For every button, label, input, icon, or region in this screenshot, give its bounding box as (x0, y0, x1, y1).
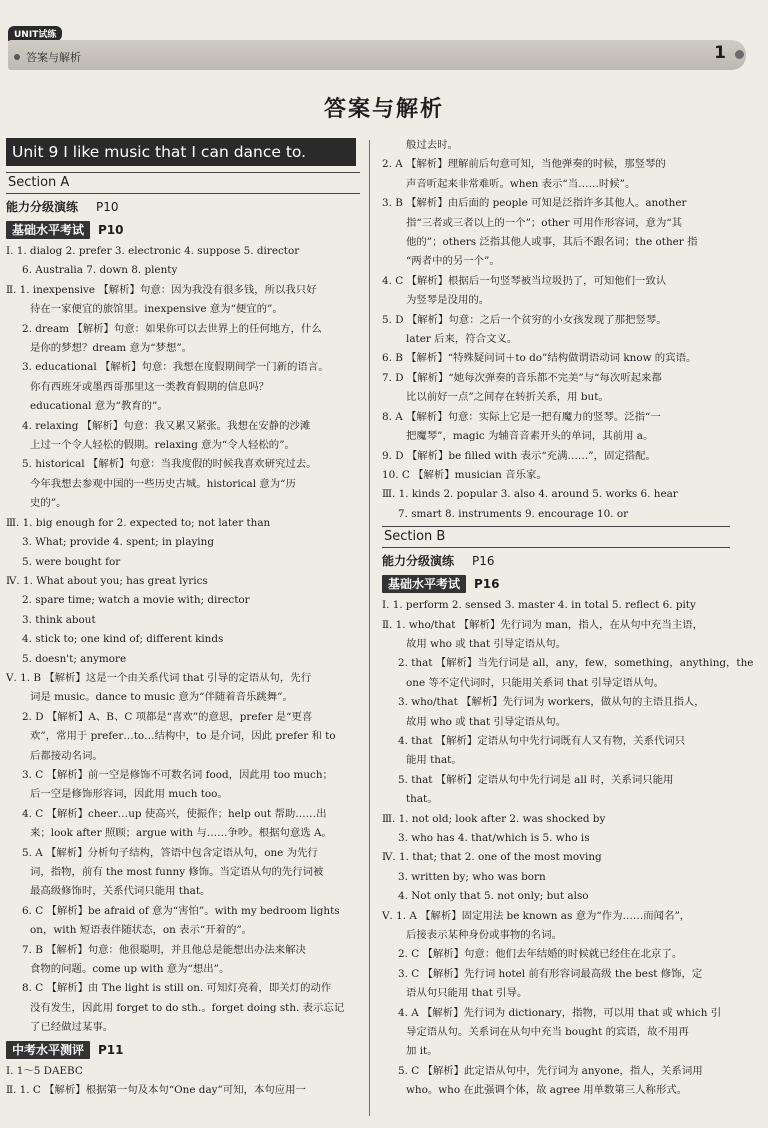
answer-line: 比以前好一点”之间存在转折关系，用 but。 (406, 391, 609, 404)
answer-line: 2. dream 【解析】句意：如果你可以去世界上的任何地方，什么 (22, 322, 322, 335)
answer-line: 导定语从句。关系词在从句中充当 bought 的宾语，故不用再 (406, 1026, 689, 1039)
answer-line: 了已经做过某事。 (30, 1021, 114, 1034)
answer-line: 3. think about (22, 613, 96, 626)
answer-line: that。 (406, 793, 438, 806)
answer-line: 今年我想去参观中国的一些历史古城。historical 意为“历 (30, 477, 296, 490)
section-heading-b: Section B (382, 526, 730, 548)
answer-line: 2. spare time; watch a movie with; director (22, 594, 250, 607)
section-heading-a: Section A (6, 172, 360, 194)
answer-line: on，with 短语表伴随状态，on 表示“开着的”。 (30, 924, 253, 937)
badge-row-basic-b (382, 573, 730, 595)
answer-line: 4. stick to; one kind of; different kinds (22, 633, 224, 646)
answer-line: 般过去时。 (406, 139, 458, 151)
answer-line: 把魔琴”，magic 为辅音音素开头的单词，其前用 a。 (406, 430, 654, 443)
answer-line: 后都接动名词。 (30, 749, 103, 762)
header-label-wrap (14, 49, 81, 65)
answer-line: 你有西班牙或墨西哥那里这一类教育假期的信息吗？ (30, 380, 269, 393)
badge-basic-page: P10 (98, 223, 124, 237)
answer-line: Ⅴ. 1. A 【解析】固定用法 be known as 意为“作为……而闻名”， (382, 909, 691, 922)
answer-line: Ⅲ. 1. not old; look after 2. was shocked by (382, 812, 606, 825)
level-heading-b (382, 551, 730, 572)
level-label-b: 能力分级演练 (382, 554, 455, 569)
answer-line: 为竖琴是没用的。 (406, 294, 490, 307)
answer-line: Ⅲ. 1. big enough for 2. expected to; not later than (6, 516, 271, 529)
answer-line: 7. smart 8. instruments 9. encourage 10. or (398, 507, 629, 520)
answer-line: Ⅴ. 1. B 【解析】这是一个由关系代词 that 引导的定语从句，先行 (6, 671, 312, 684)
answer-line: 词是 music。dance to music 意为“伴随着音乐跳舞”。 (30, 691, 293, 704)
answer-line: 5. that 【解析】定语从句中先行词是 all 时，关系词只能用 (398, 773, 674, 786)
right-column (382, 136, 754, 1101)
answer-line: 语从句只能用 that 引导。 (406, 987, 528, 1000)
answer-line: 3. What; provide 4. spent; in playing (22, 536, 214, 549)
answer-line: educational 意为“教育的”。 (30, 400, 168, 413)
badge-row-exam (6, 1039, 360, 1061)
answer-line: 2. that 【解析】当先行词是 all，any，few，something，anything，the (398, 657, 754, 670)
answer-line: 7. D 【解析】“她每次弹奏的音乐都不完美”与“每次听起来都 (382, 371, 662, 384)
answer-line: 8. A 【解析】句意：实际上它是一把有魔力的竖琴。泛指“一 (382, 410, 661, 423)
answer-line: 4. that 【解析】定语从句中先行词既有人又有物，关系代词只 (398, 734, 686, 747)
page-title: 答案与解析 (323, 97, 444, 122)
answer-line: Ⅳ. 1. What about you; has great lyrics (6, 574, 208, 587)
brand-logo: UNIT试练 (8, 26, 62, 41)
answer-line: 食物的问题。come up with 意为“想出”。 (30, 963, 230, 976)
answer-line: 5. historical 【解析】句意：当我度假的时候我喜欢研究过去。 (22, 458, 317, 471)
answer-line: 欢”，常用于 prefer…to…结构中，to 是介词，因此 prefer 和 to (30, 730, 336, 743)
answer-line: 故用 who 或 that 引导定语从句。 (406, 637, 567, 650)
answer-line: Ⅰ. 1～5 DAEBC (6, 1064, 83, 1077)
answer-list-left-1 (6, 242, 360, 1038)
badge-row-basic (6, 219, 360, 241)
answer-line: 4. Not only that 5. not only; but also (398, 890, 589, 903)
level-page: P10 (96, 200, 119, 214)
column-divider (369, 140, 370, 1116)
answer-line: 3. C 【解析】前一空是修饰不可数名词 food，因此用 too much； (22, 768, 333, 781)
answer-line: 2. D 【解析】A、B、C 项都是“喜欢”的意思，prefer 是“更喜 (22, 710, 313, 723)
answer-line: 词，指物，前有 the most funny 修饰。当定语从句的先行词被 (30, 866, 324, 878)
answer-line: 3. written by; who was born (398, 870, 546, 883)
answer-list-right-2 (382, 596, 754, 1101)
answer-line: 8. C 【解析】由 The light is still on. 可知灯亮着，即关灯的动作 (22, 982, 332, 995)
circle-icon (735, 50, 744, 59)
answer-line: 5. D 【解析】句意：之后一个贫穷的小女孩发现了那把竖琴。 (382, 313, 667, 326)
answer-line: 没有发生，因此用 forget to do sth.。forget doing sth. 表示忘记 (30, 1001, 345, 1014)
badge-basic-test-b: 基础水平考试 (382, 575, 466, 593)
answer-line: 3. C 【解析】先行词 hotel 前有形容词最高级 the best 修饰，定 (398, 967, 703, 980)
answer-line: 3. who/that 【解析】先行词为 workers，做从句的主语且指人， (398, 696, 705, 709)
answer-line: 2. C 【解析】句意：他们去年结婚的时候就已经住在北京了。 (398, 948, 683, 961)
answer-line: 5. doesn't; anymore (22, 652, 127, 665)
answer-line: Ⅳ. 1. that; that 2. one of the most moving (382, 851, 602, 864)
badge-basic-test: 基础水平考试 (6, 221, 90, 239)
answer-line: 3. educational 【解析】句意：我想在度假期间学一门新的语言。 (22, 361, 329, 374)
answer-line: 4. C 【解析】cheer…up 使高兴，使振作；help out 帮助……出 (22, 807, 327, 820)
answer-line: Ⅱ. 1. who/that 【解析】先行词为 man，指人，在从句中充当主语， (382, 618, 704, 631)
badge-basic-page-b: P16 (474, 577, 500, 592)
page-header (8, 40, 746, 70)
page-number: 1 (714, 43, 726, 63)
answer-list-left-2 (6, 1062, 360, 1101)
answer-line: “两者中的另一个”。 (406, 255, 500, 268)
answer-line: Ⅲ. 1. kinds 2. popular 3. also 4. around 5. works 6. hear (382, 488, 678, 501)
answer-line: 后一空是修饰形容词，因此用 much too。 (30, 788, 228, 801)
answer-line: 6. Australia 7. down 8. plenty (22, 264, 178, 277)
unit-banner: Unit 9 I like music that I can dance to. (6, 138, 356, 166)
badge-exam-page: P11 (98, 1042, 124, 1057)
answer-line: 来；look after 照顾；argue with 与……争吵。根据句意选 A。 (30, 827, 332, 840)
answer-line: 指“三者或三者以上的一个”；other 可用作形容词，意为“其 (406, 216, 683, 229)
answer-line: 5. C 【解析】此定语从句中，先行词为 anyone，指人，关系词用 (398, 1064, 703, 1077)
answer-line: 史的”。 (30, 497, 67, 510)
answer-line: 加 it。 (406, 1045, 438, 1058)
answer-line: 4. A 【解析】先行词为 dictionary，指物，可以用 that 或 which 引 (398, 1006, 722, 1019)
answer-line: 声音听起来非常难听。when 表示“当……时候”。 (406, 177, 636, 190)
answer-line: 5. A 【解析】分析句子结构，答语中包含定语从句，one 为先行 (22, 846, 318, 859)
answer-line: 6. B 【解析】“特殊疑问词＋to do”结构做谓语动词 know 的宾语。 (382, 352, 697, 365)
answer-line: 后接表示某种身份或事物的名词。 (406, 929, 562, 942)
answer-line: 能用 that。 (406, 754, 462, 767)
answer-line: 故用 who 或 that 引导定语从句。 (406, 715, 567, 728)
answer-line: 6. C 【解析】be afraid of 意为“害怕”。with my bedroom lights (22, 904, 340, 917)
level-label: 能力分级演练 (6, 200, 79, 214)
answer-line: 他的”；others 泛指其他人或事，其后不跟名词；the other 指 (406, 236, 698, 249)
answer-line: 3. B 【解析】由后面的 people 可知是泛指许多其他人。another (382, 197, 687, 210)
answer-line: Ⅱ. 1. inexpensive 【解析】句意：因为我没有很多钱，所以我只好 (6, 283, 317, 296)
answer-line: who。who 在此强调个体，故 agree 用单数第三人称形式。 (406, 1084, 688, 1097)
answer-line: 10. C 【解析】musician 音乐家。 (382, 468, 547, 481)
answer-line: 2. A 【解析】理解前后句意可知，当他弹奏的时候，那竖琴的 (382, 158, 666, 171)
answer-line: 3. who has 4. that/which is 5. who is (398, 832, 590, 844)
answer-line: 上过一个令人轻松的假期。relaxing 意为“令人轻松的”。 (30, 439, 295, 452)
answer-line: 最高级修饰时，关系代词只能用 that。 (30, 885, 211, 898)
left-column (6, 138, 360, 1100)
answer-line: Ⅱ. 1. C 【解析】根据第一句及本句“One day”可知，本句应用一 (6, 1084, 306, 1097)
answer-line: 4. relaxing 【解析】句意：我又累又紧张。我想在安静的沙滩 (22, 419, 311, 432)
header-label: 答案与解析 (26, 51, 81, 64)
answer-line: 7. B 【解析】句意：他很聪明，并且他总是能想出办法来解决 (22, 943, 306, 956)
level-page-b: P16 (472, 554, 495, 569)
answer-line: Ⅰ. 1. perform 2. sensed 3. master 4. in total 5. reflect 6. pity (382, 599, 696, 612)
bullet-icon (14, 54, 20, 60)
answer-line: one 等不定代词时，只能用关系词 that 引导定语从句。 (406, 676, 665, 689)
answer-line: 4. C 【解析】根据后一句竖琴被当垃圾扔了，可知他们一致认 (382, 274, 667, 287)
level-heading (6, 197, 360, 218)
answer-line: 待在一家便宜的旅馆里。inexpensive 意为“便宜的”。 (30, 303, 283, 316)
answer-line: 是你的梦想？dream 意为“梦想”。 (30, 342, 193, 355)
answer-line: 9. D 【解析】be filled with 表示“充满……”，固定搭配。 (382, 449, 656, 462)
badge-exam-test: 中考水平测评 (6, 1041, 90, 1059)
answer-list-right-1 (382, 136, 730, 524)
answer-line: later 后来，符合文义。 (406, 333, 518, 346)
answer-line: 5. were bought for (22, 555, 121, 568)
answer-line: Ⅰ. 1. dialog 2. prefer 3. electronic 4. suppose 5. director (6, 245, 300, 257)
